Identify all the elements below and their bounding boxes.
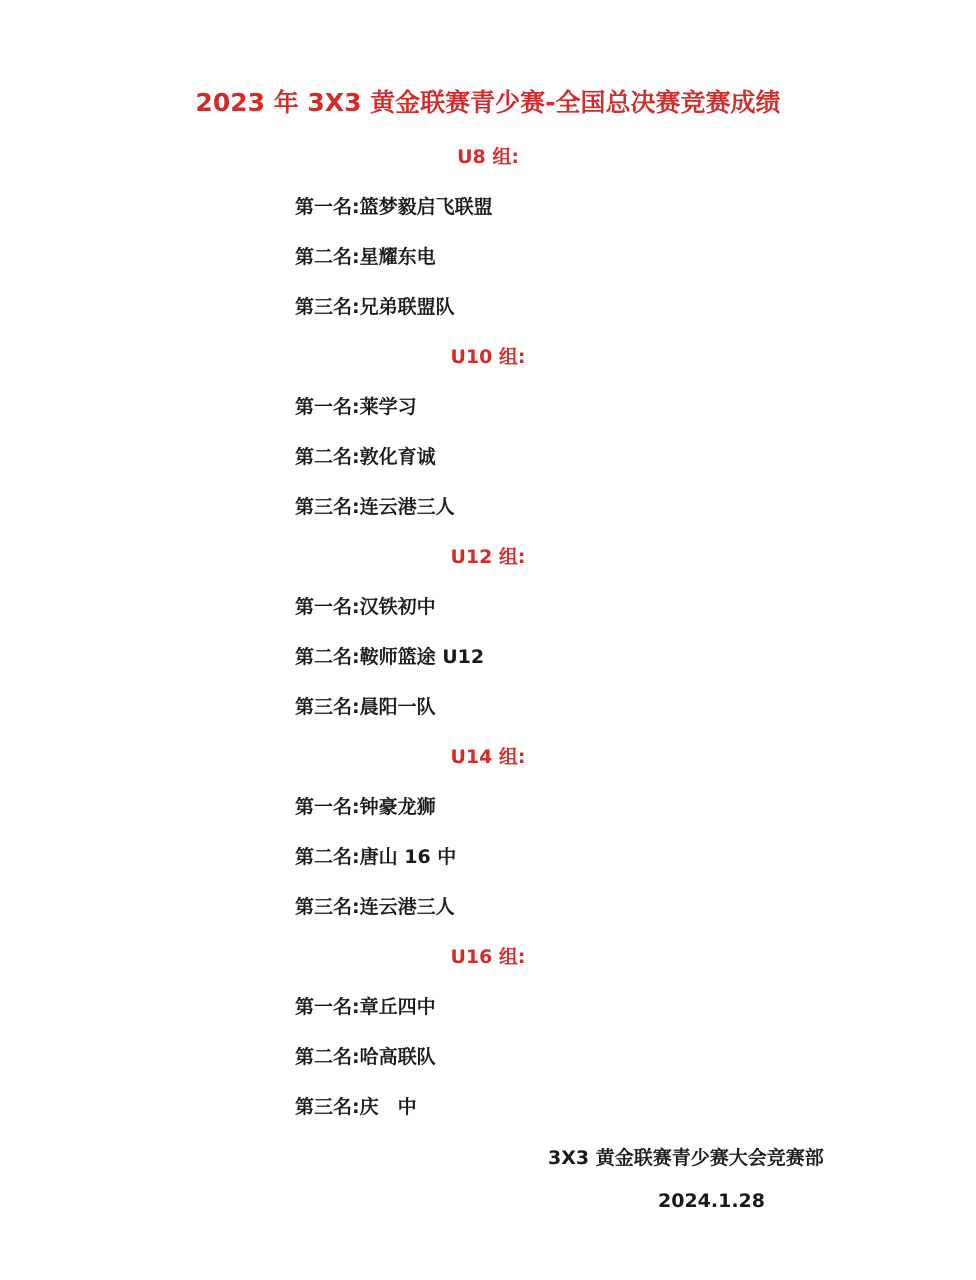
rank-label: 第一名: <box>295 396 360 418</box>
team-name: 连云港三人 <box>359 496 455 518</box>
rank-label: 第三名: <box>295 296 360 318</box>
rank-row <box>295 492 455 522</box>
team-name: 篮梦毅启飞联盟 <box>359 196 493 218</box>
footer-date: 2024.1.28 <box>658 1190 765 1212</box>
rank-label: 第二名: <box>295 646 360 668</box>
rank-label: 第一名: <box>295 196 360 218</box>
team-name: 兄弟联盟队 <box>359 296 455 318</box>
rank-row <box>295 892 455 922</box>
rank-label: 第二名: <box>295 246 360 268</box>
group-label-u12: U12 组: <box>450 546 526 568</box>
rank-row <box>295 992 436 1022</box>
team-name: 章丘四中 <box>359 996 436 1018</box>
team-name: 汉铁初中 <box>359 596 436 618</box>
rank-label: 第一名: <box>295 596 360 618</box>
rank-row <box>295 842 456 872</box>
group-label-u10: U10 组: <box>450 346 526 368</box>
rank-row <box>295 1092 417 1122</box>
rank-row <box>295 242 436 272</box>
rank-row <box>295 592 436 622</box>
rank-row <box>295 392 417 422</box>
rank-row <box>295 442 436 472</box>
rank-label: 第三名: <box>295 496 360 518</box>
team-name: 庆 中 <box>359 1096 417 1118</box>
team-name: 星耀东电 <box>359 246 436 268</box>
team-name: 哈高联队 <box>359 1046 436 1068</box>
rank-row <box>295 1042 436 1072</box>
document-title: 2023 年 3X3 黄金联赛青少赛-全国总决赛竞赛成绩 <box>195 88 781 117</box>
rank-row <box>295 642 484 672</box>
rank-label: 第三名: <box>295 696 360 718</box>
rank-row <box>295 692 436 722</box>
rank-label: 第一名: <box>295 996 360 1018</box>
rank-row <box>295 792 436 822</box>
rank-row <box>295 292 455 322</box>
rank-label: 第二名: <box>295 1046 360 1068</box>
team-name: 莱学习 <box>359 396 417 418</box>
team-name: 钟豪龙狮 <box>359 796 436 818</box>
rank-label: 第二名: <box>295 446 360 468</box>
group-label-u8: U8 组: <box>457 146 519 168</box>
group-label-u16: U16 组: <box>450 946 526 968</box>
team-name: 敦化育诚 <box>359 446 436 468</box>
rank-label: 第三名: <box>295 1096 360 1118</box>
rank-row <box>295 192 493 222</box>
rank-label: 第三名: <box>295 896 360 918</box>
rank-label: 第一名: <box>295 796 360 818</box>
footer-organizer: 3X3 黄金联赛青少赛大会竞赛部 <box>548 1147 824 1169</box>
group-label-u14: U14 组: <box>450 746 526 768</box>
team-name: 鞍师篮途 U12 <box>359 646 485 668</box>
team-name: 唐山 16 中 <box>359 846 457 868</box>
team-name: 连云港三人 <box>359 896 455 918</box>
rank-label: 第二名: <box>295 846 360 868</box>
team-name: 晨阳一队 <box>359 696 436 718</box>
